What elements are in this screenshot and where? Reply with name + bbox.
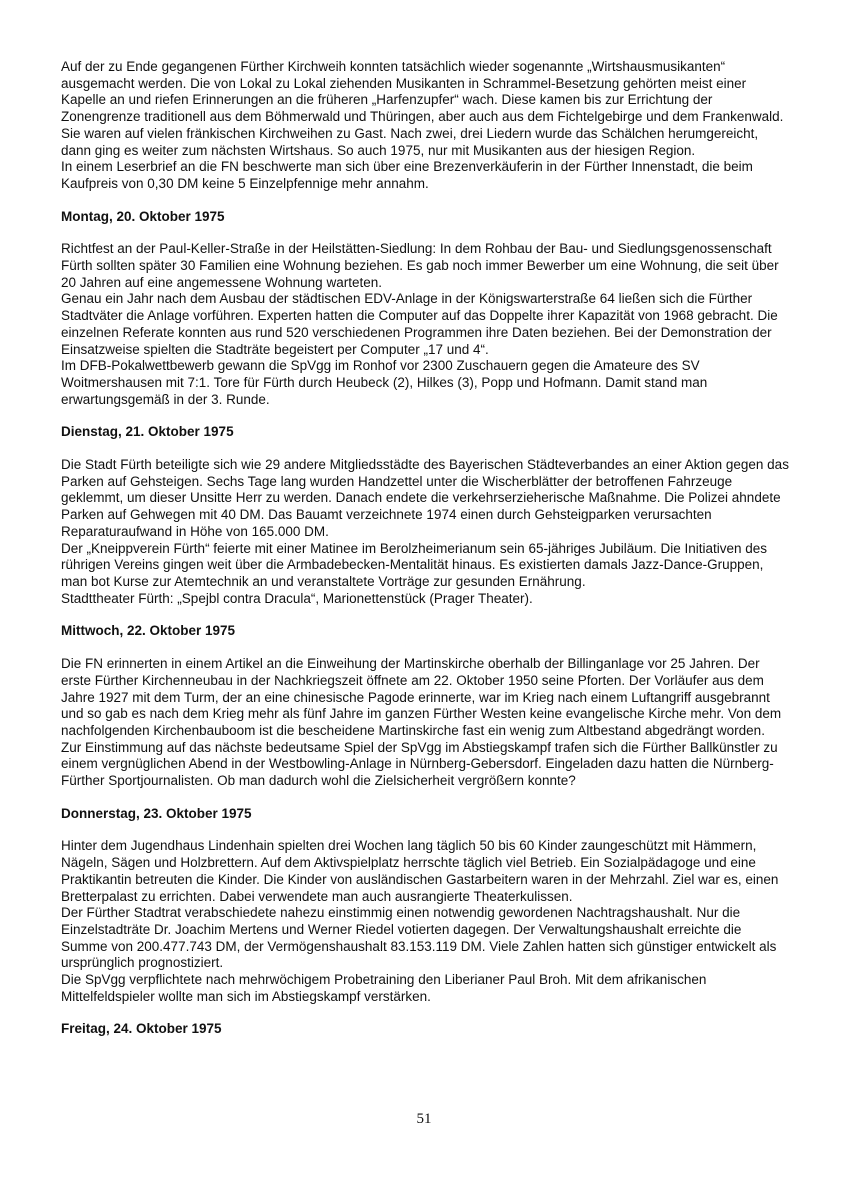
paragraph: Stadttheater Fürth: „Spejbl contra Dracula“, Marionettenstück (Prager Theater). (61, 590, 533, 606)
section-heading: Dienstag, 21. Oktober 1975 (61, 424, 234, 440)
section-monday (61, 209, 789, 409)
section-friday (61, 1021, 789, 1038)
paragraph: Der „Kneippverein Fürth“ feierte mit einer Matinee im Berolzheimerianum sein 65-jähriges Jubiläum. Die Initiativen des rührigen Vereins gingen weit über die Armbadebecken-Mentalität hinaus. Es existierten damals Jazz-Dance-Gruppen, man bot Kurse zur Atemtechnik an und veranstaltete Vorträge zur gesunden Ernährung. (61, 540, 768, 589)
paragraph: Die Stadt Fürth beteiligte sich wie 29 andere Mitgliedsstädte des Bayerischen Städteverbandes an einer Aktion gegen das Parken auf Gehsteigen. Sechs Tage lang wurden Handzettel unter die Wischerblätter der betroffenen Fahrzeuge geklemmt, um dieser Unsitte Herr zu werden. Danach endete die verkehrserzieherische Maßnahme. Die Polizei ahndete Parken auf Gehwegen mit 40 DM. Das Bauamt verzeichnete 1974 einen durch Gehsteigparken verursachten Reparaturaufwand in Höhe von 165.000 DM. (61, 457, 789, 539)
section-wednesday (61, 623, 789, 789)
paragraph: Die SpVgg verpflichtete nach mehrwöchigem Probetraining den Liberianer Paul Broh. Mit dem afrikanischen Mittelfeldspieler wollte man sich im Abstiegskampf verstärken. (61, 972, 707, 1004)
intro-block (61, 59, 789, 193)
section-heading: Mittwoch, 22. Oktober 1975 (61, 623, 236, 639)
paragraph: Richtfest an der Paul-Keller-Straße in der Heilstätten-Siedlung: In dem Rohbau der Bau- und Siedlungsgenossenschaft Fürth sollten später 30 Familien eine Wohnung beziehen. Es gab noch immer Bewerber um eine Wohnung, die seit über 20 Jahren auf eine angemessene Wohnung warteten. (61, 241, 779, 290)
paragraph: Auf der zu Ende gegangenen Fürther Kirchweih konnten tatsächlich wieder sogenannte „Wirtshausmusikanten“ ausgemacht werden. Die von Lokal zu Lokal ziehenden Musikanten in Schrammel-Besetzung gehörten meist einer Kapelle an und riefen Erinnerungen an die früheren „Harfenzupfer“ wach. Diese kamen bis zur Errichtung der Zonengrenze traditionell aus dem Böhmerwald und Thüringen, aber auch aus dem Fichtelgebirge und dem Frankenwald. Sie waren auf vielen fränkischen Kirchweihen zu Gast. Nach zwei, drei Liedern wurde das Schälchen herumgereicht, dann ging es weiter zum nächsten Wirtshaus. So auch 1975, nur mit Musikanten aus der hiesigen Region. (61, 59, 784, 158)
paragraph: Die FN erinnerten in einem Artikel an die Einweihung der Martinskirche oberhalb der Billinganlage vor 25 Jahren. Der erste Fürther Kirchenneubau in der Nachkriegszeit öffnete am 22. Oktober 1950 seine Pforten. Der Vorläufer aus dem Jahre 1927 mit dem Turm, der an eine chinesische Pagode erinnerte, war im Krieg nach einem Luftangriff ausgebrannt und so gab es nach dem Krieg mehr als fünf Jahre im ganzen Fürther Westen keine evangelische Kirche mehr. Von dem nachfolgenden Kirchenbauboom ist die bescheidene Martinskirche fast ein wenig zum Altbestand abgedrängt worden. (61, 656, 782, 738)
section-tuesday (61, 424, 789, 607)
section-heading: Donnerstag, 23. Oktober 1975 (61, 805, 252, 821)
paragraph: Hinter dem Jugendhaus Lindenhain spielten drei Wochen lang täglich 50 bis 60 Kinder zaungeschützt mit Hämmern, Nägeln, Sägen und Holzbrettern. Auf dem Aktivspielplatz herrschte täglich viel Betrieb. Ein Sozialpädagoge und eine Praktikantin betreuten die Kinder. Die Kinder von ausländischen Gastarbeitern waren in der Mehrzahl. Ziel war es, einen Bretterpalast zu errichten. Dabei verwendete man auch ausrangierte Theaterkulissen. (61, 838, 779, 904)
section-heading: Montag, 20. Oktober 1975 (61, 208, 225, 224)
section-thursday (61, 806, 789, 1006)
paragraph: Im DFB-Pokalwettbewerb gewann die SpVgg im Ronhof vor 2300 Zuschauern gegen die Amateure des SV Woitmershausen mit 7:1. Tore für Fürth durch Heubeck (2), Hilkes (3), Popp und Hofmann. Damit stand man erwartungsgemäß in der 3. Runde. (61, 358, 708, 407)
paragraph: Zur Einstimmung auf das nächste bedeutsame Spiel der SpVgg im Abstiegskampf trafen sich die Fürther Ballkünstler zu einem vergnüglichen Abend in der Westbowling-Anlage in Nürnberg-Gebersdorf. Eingeladen dazu hatten die Nürnberg-Fürther Sportjournalisten. Ob man dadurch wohl die Zielsicherheit vergrößern konnte? (61, 739, 778, 789)
page-number: 51 (416, 1111, 432, 1127)
paragraph: Genau ein Jahr nach dem Ausbau der städtischen EDV-Anlage in der Königswarterstraße 64 ließen sich die Fürther Stadtväter die Anlage vorführen. Experten hatten die Computer auf das Doppelte ihrer Kapazität von 1968 gebracht. Die einzelnen Referate konnten aus rund 520 verschiedenen Programmen ihre Daten beziehen. Bei der Demonstration der Einsatzweise spielten die Stadträte begeistert per Computer „17 und 4“. (61, 291, 778, 357)
paragraph: Der Fürther Stadtrat verabschiedete nahezu einstimmig einen notwendig gewordenen Nachtragshaushalt. Nur die Einzelstadträte Dr. Joachim Mertens und Werner Riedel votierten dagegen. Der Verwaltungshaushalt erreichte die Summe von 200.477.743 DM, der Vermögenshaushalt 83.153.119 DM. Viele Zahlen hatten sich günstiger entwickelt als ursprünglich prognostiziert. (61, 905, 777, 971)
paragraph: In einem Leserbrief an die FN beschwerte man sich über eine Brezenverkäuferin in der Fürther Innenstadt, die beim Kaufpreis von 0,30 DM keine 5 Einzelpfennige mehr annahm. (61, 159, 753, 191)
section-heading: Freitag, 24. Oktober 1975 (61, 1021, 222, 1037)
document-page (61, 59, 789, 1054)
